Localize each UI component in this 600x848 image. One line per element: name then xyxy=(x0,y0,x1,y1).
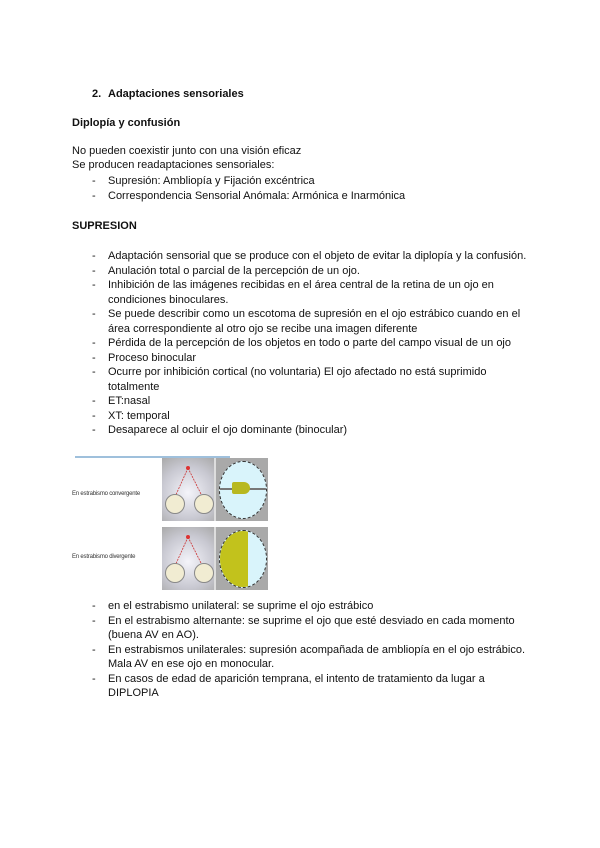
list-item: - Se puede describir como un escotoma de supresión en el ojo estrábico cuando en el área correspondiente al otro ojo se recibe una imagen diferente xyxy=(92,307,532,336)
suppression-figure-divergent xyxy=(162,527,268,590)
list-item: - Ocurre por inhibición cortical (no voluntaria) El ojo afectado no está suprimido totalmente xyxy=(92,365,532,394)
supresion-list xyxy=(92,249,532,438)
list-item: - En estrabismos unilaterales: supresión acompañada de ambliopía en el ojo estrábico. Mala AV en ese ojo en monocular. xyxy=(92,643,532,672)
list-item: - Correspondencia Sensorial Anómala: Armónica e Inarmónica xyxy=(92,189,532,204)
section-title: Adaptaciones sensoriales xyxy=(108,88,244,100)
list-item: - Anulación total o parcial de la percepción de un ojo. xyxy=(92,264,532,279)
list-item: - Proceso binocular xyxy=(92,351,532,366)
adaptations-list xyxy=(92,174,532,203)
list-item: - Pérdida de la percepción de los objetos en todo o parte del campo visual de un ojo xyxy=(92,336,532,351)
list-item: - XT: temporal xyxy=(92,409,532,424)
figure-caption: En estrabismo convergente xyxy=(72,491,141,497)
section-number: 2. xyxy=(92,88,102,100)
list-item: - en el estrabismo unilateral: se suprime el ojo estrábico xyxy=(92,599,532,614)
list-item: - Desaparece al ocluir el ojo dominante (binocular) xyxy=(92,423,532,438)
subheading-supresion: SUPRESION xyxy=(72,220,137,232)
suppression-figure-convergent xyxy=(162,458,268,521)
list-item: - En el estrabismo alternante: se suprime el ojo que esté desviado en cada momento (buena AV en AO). xyxy=(92,614,532,643)
list-item: - ET:nasal xyxy=(92,394,532,409)
list-item: - Supresión: Ambliopía y Fijación excéntrica xyxy=(92,174,532,189)
intro-line: No pueden coexistir junto con una visión eficaz xyxy=(72,145,302,157)
strabismus-list xyxy=(92,599,532,701)
list-item: - Adaptación sensorial que se produce con el objeto de evitar la diplopía y la confusión. xyxy=(92,249,532,264)
figure-caption: En estrabismo divergente xyxy=(72,554,136,560)
list-item: - Inhibición de las imágenes recibidas en el área central de la retina de un ojo en condiciones binoculares. xyxy=(92,278,532,307)
intro-line: Se producen readaptaciones sensoriales: xyxy=(72,159,275,171)
list-item: - En casos de edad de aparición temprana, el intento de tratamiento da lugar a DIPLOPIA xyxy=(92,672,532,701)
subheading-diplopia: Diplopía y confusión xyxy=(72,117,181,129)
